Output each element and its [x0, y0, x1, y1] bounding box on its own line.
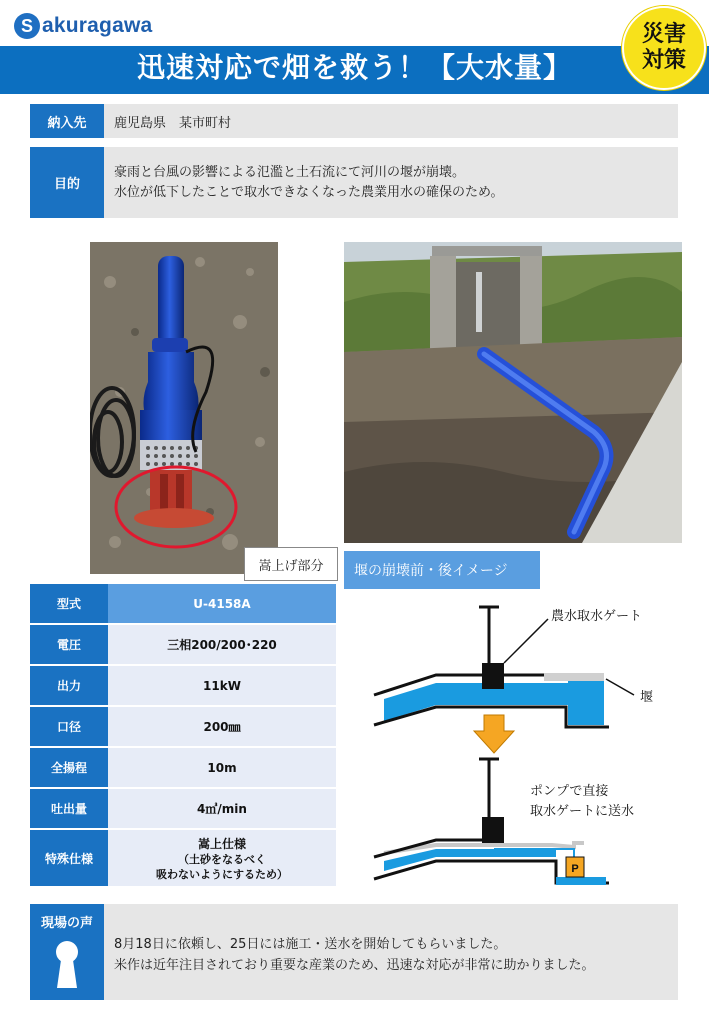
pump-note-line2: 取水ゲートに送水	[530, 804, 635, 819]
spec-value: U-4158A	[108, 584, 336, 623]
badge-line1: 災害	[641, 22, 686, 47]
spec-key: 吐出量	[30, 789, 108, 828]
spec-table	[30, 582, 336, 888]
weir-image-caption: 堰の崩壊前・後イメージ	[344, 551, 540, 589]
weir-label: 堰	[640, 690, 654, 705]
spec-value	[108, 830, 336, 886]
weir-diagram	[344, 595, 682, 895]
spec-value: 10m	[108, 748, 336, 787]
spec-value: 三相200/200･220	[108, 625, 336, 664]
pump-photo	[90, 242, 278, 574]
spec-special-line2: （土砂をなるべく	[178, 852, 266, 866]
person-icon	[52, 940, 82, 992]
spec-key: 特殊仕様	[30, 830, 108, 886]
down-arrow-icon	[474, 715, 514, 753]
voice-text	[104, 904, 678, 1000]
voice-line2: 米作は近年注目されており重要な産業のため、迅速な対応が非常に助かりました。	[114, 958, 595, 973]
purpose-label: 目的	[30, 147, 104, 218]
spec-row	[30, 830, 336, 886]
weir-wall	[544, 673, 604, 681]
spec-key: 出力	[30, 666, 108, 705]
disaster-badge	[622, 6, 706, 90]
spec-key: 全揚程	[30, 748, 108, 787]
spec-special-line3: 吸わないようにするため）	[156, 867, 288, 881]
spec-key: 型式	[30, 584, 108, 623]
spec-row	[30, 625, 336, 664]
spec-row	[30, 666, 336, 705]
gate-block	[482, 663, 504, 689]
spec-row	[30, 748, 336, 787]
delivery-value: 鹿児島県 某市町村	[104, 104, 678, 138]
delivery-label: 納入先	[30, 104, 104, 138]
spec-value: 200㎜	[108, 707, 336, 746]
gate-label: 農水取水ゲート	[551, 609, 643, 624]
weir-diagram-svg	[344, 595, 682, 895]
spec-row	[30, 584, 336, 623]
purpose-line1: 豪雨と台風の影響による氾濫と土石流にて河川の堰が崩壊。	[114, 164, 466, 180]
voice-label: 現場の声	[40, 916, 93, 931]
spec-special-line1: 嵩上仕様	[197, 836, 246, 851]
spec-key: 電圧	[30, 625, 108, 664]
purpose-value	[104, 147, 678, 218]
spec-value: 11kW	[108, 666, 336, 705]
site-photo	[344, 242, 682, 543]
spec-value: 4㎥/min	[108, 789, 336, 828]
pump-mark: P	[571, 863, 579, 875]
raised-part-callout: 嵩上げ部分	[244, 547, 338, 581]
spec-key: 口径	[30, 707, 108, 746]
sakuragawa-logo	[14, 10, 152, 42]
logo-initial: S	[14, 13, 40, 39]
page-title: 迅速対応で畑を救う！【大水量】	[136, 51, 572, 84]
spec-row	[30, 789, 336, 828]
badge-line2: 対策	[641, 48, 686, 73]
purpose-line2: 水位が低下したことで取水できなくなった農業用水の確保のため。	[114, 184, 504, 200]
pump-note-line1: ポンプで直接	[530, 784, 609, 799]
logo-text: akuragawa	[42, 14, 153, 37]
voice-line1: 8月18日に依頼し、25日には施工・送水を開始してもらいました。	[114, 937, 507, 952]
spec-row	[30, 707, 336, 746]
